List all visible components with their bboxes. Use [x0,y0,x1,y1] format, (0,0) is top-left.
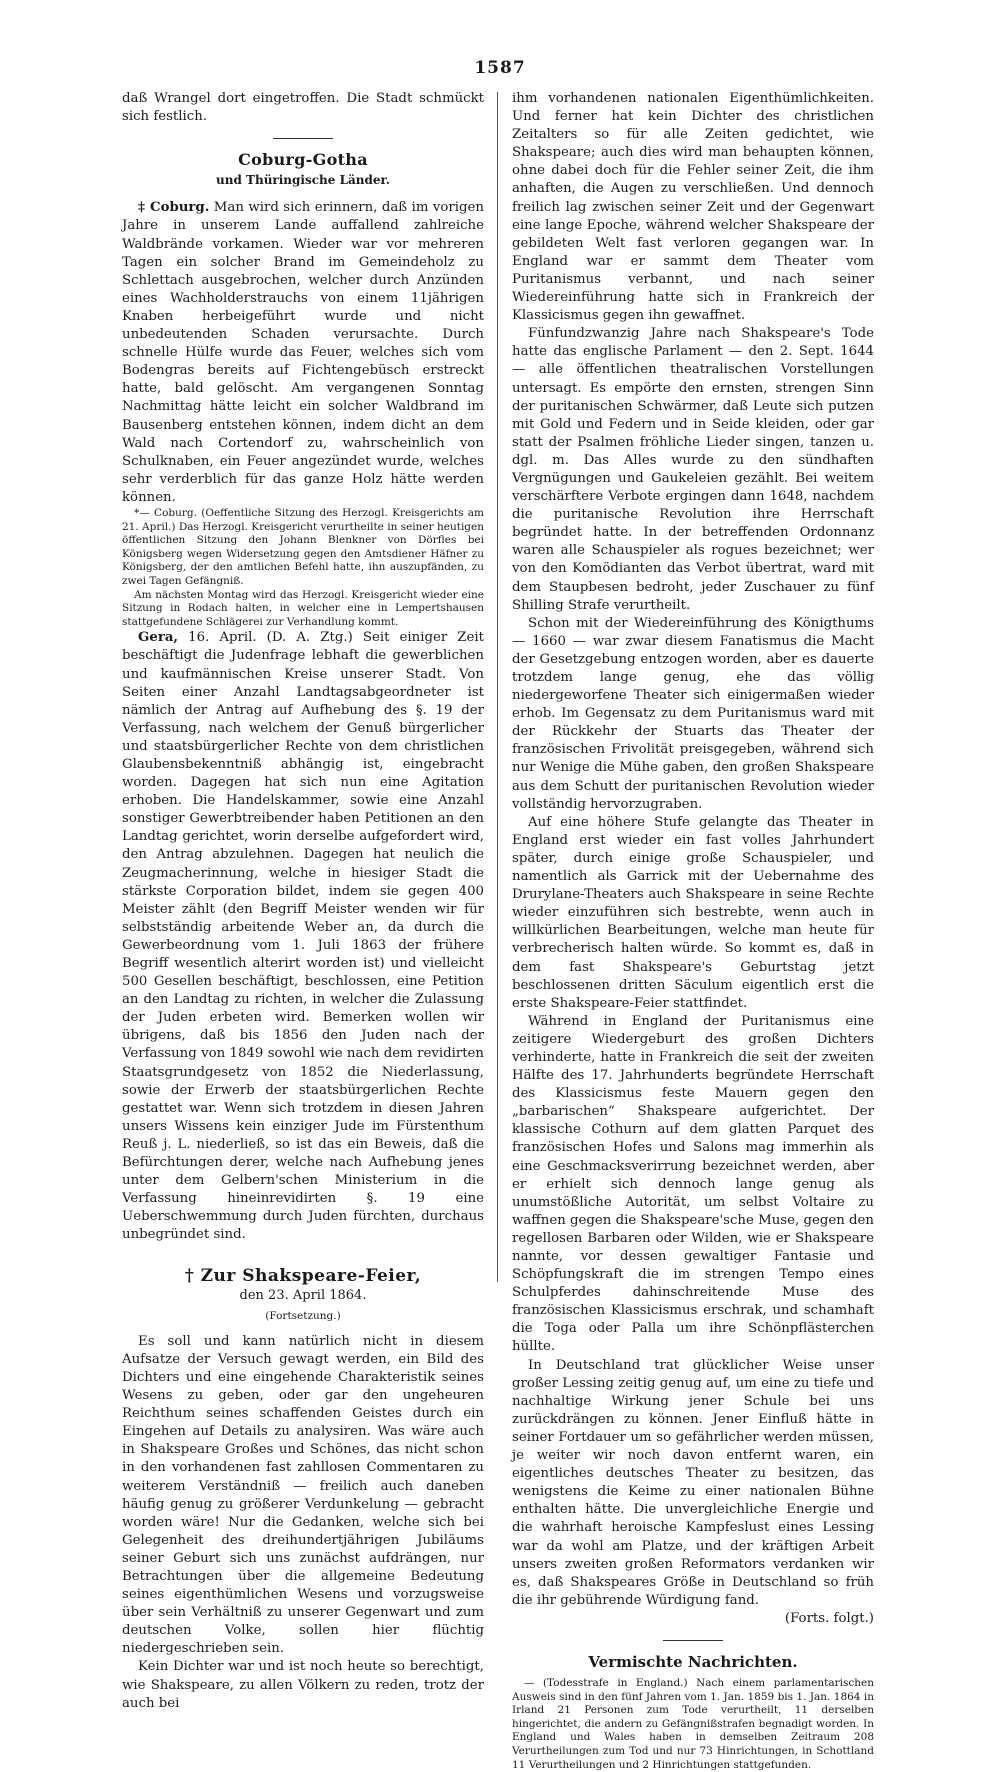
coburg-dateline: ‡ Coburg. [138,200,210,216]
continuation-label: (Fortsetzung.) [265,1309,341,1322]
miscellaneous-news [512,1677,874,1772]
shakespeare-paragraph-4: Fünfundzwanzig Jahre nach Shakspeare's Tode hatte das englische Parlament — den 2. Sept. 1644 — alle öffentlichen theatralischen Vorstellungen untersagt. Es empörte den ernsten, strengen Sinn der puritanischen Schwärmer, daß Leute sich putzen mit Gold und Federn und in Seide kleiden, oder gar statt der Psalmen fröhliche Lieder singen, tanzen u. dgl. m. Das Alles wurde zu den sündhaften Vergnügungen und Gaukeleien gezählt. Bei weitem verschärftere Verbote ergingen dann 1648, nachdem die puritanische Revolution ihre Herrschaft begründet hatte. In der betreffenden Ordonnanz waren alle Schauspieler als rogues bezeichnet; wer von den Komödianten das Verbot übertrat, ward mit dem Staupbesen bedroht, jeder Zuschauer zu fünf Shilling Strafe verurtheilt. [512,326,874,613]
death-penalty-notice: — (Todesstrafe in England.) Nach einem parlamentarischen Ausweis sind in den fünf Jahren vom 1. Jan. 1859 bis 1. Jan. 1864 in Irland 21 Personen zum Tode verurtheilt, 11 derselben hingerichtet, die andern zu Gefängnißstrafen begnadigt worden. In England und Wales haben in demselben Zeitraum 208 Verurtheilungen zum Tod und nur 73 Hinrichtungen, in Schottland 11 Verurtheilungen und 2 Hinrichtungen stattgefunden. [512,1677,874,1771]
shakespeare-paragraph-5: Schon mit der Wiedereinführung des Königthums — 1660 — war zwar diesem Fanatismus die Macht der Gesetzgebung entzogen worden, aber es dauerte trotzdem lange genug, ehe das völlig niedergeworfene Theater sich einigermaßen wieder erhob. Im Gegensatz zu dem Puritanismus ward mit der Rückkehr der Stuarts das Theater der französischen Frivolität preisgegeben, während sich nur Wenige die Mühe gaben, den großen Shakspeare aus dem Schutt der puritanischen Revolution wieder vollständig hervorzugraben. [512,615,874,812]
court-notice-1: *— Coburg. (Oeffentliche Sitzung des Herzogl. Kreisgerichts am 21. April.) Das Herzogl. Kreisgericht verurtheilte in seiner heutigen öffentlichen Sitzung den Johann Blenkner von Dörfles bei Königsberg wegen Widersetzung gegen den Amtsdiener Häfner zu Königsberg, der den amtlichen Befehl hatte, ihn auszupfänden, zu zwei Tagen Gefängniß. [122,506,484,587]
coburg-article [122,199,484,507]
gera-article [122,629,484,1244]
court-notice [122,507,484,629]
page-number: 1587 [474,58,526,78]
section-rule [273,138,333,139]
shakespeare-paragraph-8: In Deutschland trat glücklicher Weise unser großer Lessing zeitig genug auf, um eine zu tiefe und nachhaltige Wirkung jener Schule bei uns zurückdrängen zu können. Jener Einfluß hätte in seiner Fortdauer um so gefährlicher werden müssen, je weiter wir noch davon entfernt waren, ein eigentliches deutsches Theater zu besitzen, das wenigstens die Keime zu einer nationalen Bühne enthalten hätte. Die unvergleichliche Energie und die wahrhaft heroische Kampfeslust eines Lessing war da wohl am Platze, und der kräftigen Arbeit unsers zweiten großen Reformators verdanken wir es, daß Shakspeares Größe in Deutschland so früh die ihr gebührende Würdigung fand. [512,1357,874,1608]
section-subheading: und Thüringische Länder. [216,173,390,188]
shakespeare-paragraph-2: Kein Dichter war und ist noch heute so berechtigt, wie Shakspeare, zu allen Völkern zu reden, trotz der auch bei [122,1659,484,1711]
right-column [512,90,874,1772]
left-column [122,90,484,1713]
section-rule-2 [663,1640,723,1641]
section-heading-coburg-gotha: Coburg-Gotha [238,150,368,170]
shakespeare-date: den 23. April 1864. [239,1287,367,1303]
column-divider [497,92,498,1282]
gera-text: 16. April. (D. A. Ztg.) Seit einiger Zeit beschäftigt die Judenfrage lebhaft die gewerblichen und kaufmännischen Kreise unserer Stadt. Von Seiten einer Anzahl Landtagsabgeordneter ist nämlich der Antrag auf Aufhebung des §. 19 der Verfassung, nach welchem der Genuß bürgerlicher und staatsbürgerlicher Rechte von dem christlichen Glaubensbekenntniß abhängig ist, eingebracht worden. Dagegen hat sich nun eine Agitation erhoben. Die Handelskammer, sowie eine Anzahl sonstiger Gewerbtreibender haben Petitionen an den Landtag gerichtet, worin derselbe aufgefordert wird, den Antrag abzulehnen. Dagegen hat neulich die Zeugmacherinnung, welche in hiesiger Stadt die stärkste Corporation bildet, indem sie gegen 400 Meister zählt (den Begriff Meister wenden wir für selbstständig arbeitende Weber an, da durch die Gewerbeordnung vom 1. Juli 1863 der frühere Begriff wesentlich alterirt worden ist) und vielleicht 500 Gesellen beschäftigt, beschlossen, eine Petition an den Landtag zu richten, in welcher die Zulassung der Juden erbeten wird. Bemerken wollen wir übrigens, daß bis 1856 den Juden nach der Verfassung von 1849 sowohl wie nach dem revidirten Staatsgrundgesetz von 1852 die Niederlassung, sowie der Erwerb der staatsbürgerlichen Rechte gestattet war. Wenn sich trotzdem in diesen Jahren unsers Wissens kein einziger Jude im Fürstenthum Reuß j. L. niederließ, so ist das ein Beweis, daß die Befürchtungen derer, welche nach Aufhebung jenes unter dem Gelbern'schen Ministerium in die Verfassung hineinrevidirten §. 19 eine Ueberschwemmung durch Juden fürchten, durchaus unbegründet sind. [122,630,484,1243]
shakespeare-heading: † Zur Shakspeare-Feier, [184,1265,422,1286]
gera-dateline: Gera, [138,630,179,646]
coburg-text: Man wird sich erinnern, daß im vorigen Jahre in unserem Lande auffallend zahlreiche Waldbrände vorkamen. Wieder war vor mehreren Tagen ein solcher Brand im Gemeindeholz zu Schlettach ausgebrochen, welcher durch Anzünden eines Wachholderstrauchs von einem 11jährigen Knaben herbeigeführt wurde und nicht unbedeutenden Schaden verursachte. Durch schnelle Hülfe wurde das Feuer, welches sich vom Bodengras bereits auf Fichtengebüsch erstreckt hatte, bald gelöscht. Am vergangenen Sonntag Nachmittag hätte leicht ein solcher Waldbrand im Bausenberg entstehen können, indem dicht an dem Wald nach Cortendorf zu, wahrscheinlich von Schulknaben, ein Feuer angezündet wurde, welches sehr verderblich für das ganze Holz hätte werden können. [122,200,484,505]
shakespeare-paragraph-6: Auf eine höhere Stufe gelangte das Theater in England erst wieder ein fast volles Jahrhundert später, durch einige große Schauspieler, und namentlich als Garrick mit der Uebernahme des Drurylane-Theaters auch Shakspeare in seine Rechte wieder einzuführen sich bestrebte, wenn auch in willkürlichen Bearbeitungen, welche man heute für verbrecherisch halten würde. So kommt es, daß in dem fast Shakspeare's Geburtstag jetzt beschlossenen dritten Säculum eigentlich erst die erste Shakspeare-Feier stattfindet. [512,814,874,1011]
miscellaneous-news-heading: Vermischte Nachrichten. [588,1652,798,1671]
court-notice-2: Am nächsten Montag wird das Herzogl. Kreisgericht wieder eine Sitzung in Rodach halten, in welcher eine in Lempertshausen stattgefundene Schlägerei zur Verhandlung kommt. [122,588,484,628]
shakespeare-paragraph-1: Es soll und kann natürlich nicht in diesem Aufsatze der Versuch gewagt werden, ein Bild des Dichters und eine eingehende Charakteristik seines Wesens zu geben, oder gar den ungeheuren Reichthum seines schaffenden Geistes durch ein Eingehen auf Details zu analysiren. Was wäre auch in Shakspeare Großes und Schönes, das nicht schon in den vorhandenen fast zahllosen Commentaren zu weiterem Verständniß — freilich auch daneben häufig genug zu größerer Verdunkelung — gebracht worden wäre! Nur die Gedanken, welche sich bei Gelegenheit des dreihundertjährigen Jubiläums seiner Geburt sich uns zunächst aufdrängen, nur Betrachtungen über die allgemeine Bedeutung seines eigenthümlichen Wesens und vorzugsweise über sein Verhältniß zu unserer Gegenwart und zum deutschen Volke, sollen hier flüchtig niedergeschrieben sein. [122,1333,484,1657]
shakespeare-paragraph-3: ihm vorhandenen nationalen Eigenthümlichkeiten. Und ferner hat kein Dichter des christlichen Zeitalters so für alle Zeiten gedichtet, wie Shakspeare; auch dies wird man behaupten können, ohne dabei doch für die Fehler seiner Zeit, die ihm anhaften, die Augen zu verschließen. Und dennoch freilich lag zwischen seiner Zeit und der Gegenwart eine lange Epoche, während welcher Shakspeare der gebildeten Welt fast verloren gegangen war. In England war er sammt dem Theater vom Puritanismus verbannt, und nach seiner Wiedereinführung hatte sich in Frankreich der Klassicismus gegen ihn gewaffnet. [512,91,874,324]
intro-paragraph: daß Wrangel dort eingetroffen. Die Stadt schmückt sich festlich. [122,91,484,125]
shakespeare-paragraph-7: Während in England der Puritanismus eine zeitigere Wiedergeburt des großen Dichters verhinderte, hatte in Frankreich die seit der zweiten Hälfte des 17. Jahrhunderts begründete Herrschaft des Klassicismus feste Mauern gegen den „barbarischen“ Shakspeare aufgerichtet. Der klassische Cothurn auf dem glatten Parquet des französischen Hofes und Salons mag immerhin als eine Geschmacksverirrung bezeichnet werden, aber er erhielt sich dennoch lange genug als unumstößliche Autorität, um selbst Voltaire zu waffnen gegen die Shakspeare'sche Muse, gegen den regellosen Barbaren oder Wilden, wie er Shakspeare nannte, vor dessen gewaltiger Fantasie und Schöpfungskraft die im strengen Tempo eines Schulpferdes dahinschreitende Muse des französischen Klassicismus erschrak, und schamhaft die Toga oder Palla um ihre Schönpflästerchen hüllte. [512,1013,874,1355]
to-be-continued: (Forts. folgt.) [784,1610,874,1626]
